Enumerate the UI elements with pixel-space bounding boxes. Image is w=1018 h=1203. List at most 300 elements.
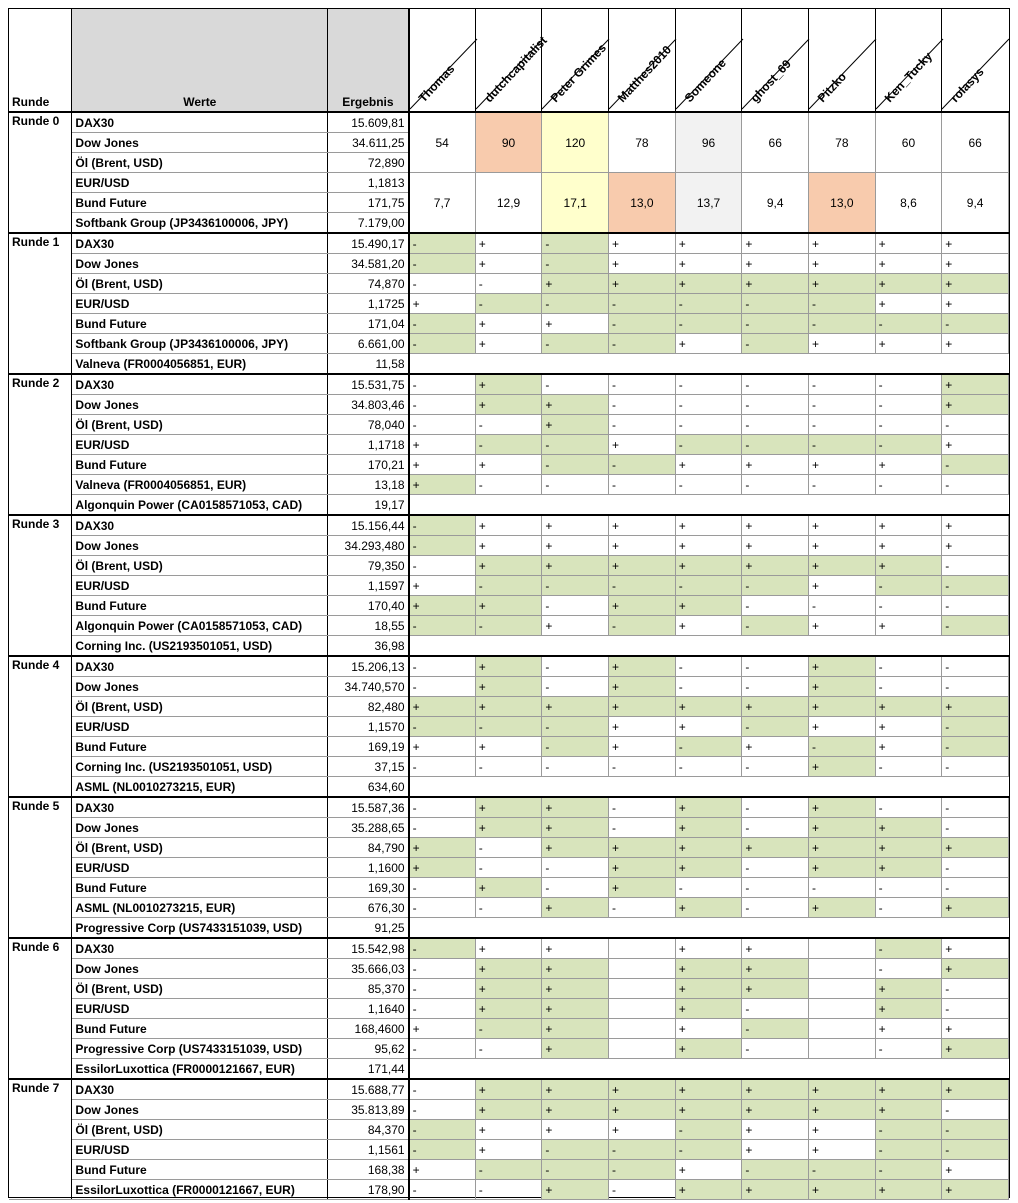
tip-cell: -: [675, 576, 742, 596]
tip-cell: -: [875, 395, 942, 415]
tip-cell: -: [809, 294, 876, 314]
tip-cell: +: [675, 254, 742, 274]
tip-cell: -: [475, 1160, 542, 1180]
tip-cell: +: [609, 737, 676, 757]
tip-cell: -: [742, 677, 809, 697]
tip-cell: +: [409, 838, 476, 858]
tip-cell: -: [942, 858, 1009, 878]
tip-cell: +: [875, 294, 942, 314]
tip-cell: -: [609, 374, 676, 395]
tip-cell: -: [742, 616, 809, 636]
player-score: 54: [409, 112, 476, 173]
werte-cell: Dow Jones: [72, 959, 328, 979]
player-name: Pitzko: [814, 69, 850, 105]
tip-cell: -: [742, 395, 809, 415]
table-row: [9, 777, 1009, 798]
tip-cell: +: [942, 334, 1009, 354]
werte-cell: Corning Inc. (US2193501051, USD): [72, 757, 328, 777]
tip-cell: -: [742, 757, 809, 777]
ergebnis-cell: 72,890: [328, 153, 409, 173]
werte-cell: Bund Future: [72, 193, 328, 213]
tip-cell: -: [542, 656, 609, 677]
player-score: 120: [542, 112, 609, 173]
ergebnis-cell: 11,58: [328, 354, 409, 375]
tip-cell: +: [742, 1079, 809, 1100]
ergebnis-cell: 171,44: [328, 1059, 409, 1080]
tip-cell: +: [675, 233, 742, 254]
tip-cell: -: [609, 898, 676, 918]
tip-cell: -: [542, 737, 609, 757]
table-row: [9, 959, 1009, 979]
tip-cell: -: [742, 475, 809, 495]
tip-cell: +: [542, 1039, 609, 1059]
tip-cell: -: [475, 1180, 542, 1200]
ergebnis-cell: 1,1561: [328, 1140, 409, 1160]
tip-cell: -: [942, 717, 1009, 737]
tip-cell: -: [542, 233, 609, 254]
werte-cell: Corning Inc. (US2193501051, USD): [72, 636, 328, 657]
table-row: [9, 656, 1009, 677]
tip-cell: +: [675, 1079, 742, 1100]
tip-cell: -: [475, 757, 542, 777]
table-row: [9, 395, 1009, 415]
tip-cell: +: [609, 878, 676, 898]
tip-cell: +: [942, 838, 1009, 858]
tip-cell: -: [475, 858, 542, 878]
werte-cell: EUR/USD: [72, 999, 328, 1019]
ergebnis-cell: 84,790: [328, 838, 409, 858]
tip-cell: +: [942, 1019, 1009, 1039]
tip-cell: +: [875, 616, 942, 636]
player-name: Thomas: [415, 61, 457, 105]
tip-cell: +: [875, 536, 942, 556]
werte-cell: Dow Jones: [72, 536, 328, 556]
tip-cell: -: [875, 1120, 942, 1140]
tip-cell: +: [742, 979, 809, 999]
table-row: [9, 455, 1009, 475]
tip-cell: +: [742, 1140, 809, 1160]
tip-cell: -: [875, 596, 942, 616]
tip-cell: +: [542, 1079, 609, 1100]
tip-cell: +: [742, 737, 809, 757]
ergebnis-cell: 676,30: [328, 898, 409, 918]
tip-cell: +: [942, 1160, 1009, 1180]
tip-cell: -: [409, 1100, 476, 1120]
tip-cell: -: [942, 757, 1009, 777]
tip-cell: +: [942, 233, 1009, 254]
tip-cell: -: [942, 677, 1009, 697]
round-label: Runde 1: [9, 233, 72, 374]
tip-cell: +: [742, 556, 809, 576]
tip-cell: +: [542, 616, 609, 636]
tip-cell: +: [809, 1100, 876, 1120]
table-row: [9, 1180, 1009, 1200]
tip-cell: -: [675, 677, 742, 697]
ergebnis-cell: 1,1570: [328, 717, 409, 737]
tip-cell: -: [609, 818, 676, 838]
tip-cell: -: [475, 475, 542, 495]
tip-cell: [809, 959, 876, 979]
tip-cell: +: [475, 797, 542, 818]
spreadsheet: [8, 8, 1010, 1198]
tip-cell: -: [542, 878, 609, 898]
tip-cell: -: [875, 797, 942, 818]
empty-cell: [409, 636, 1009, 657]
werte-cell: DAX30: [72, 515, 328, 536]
tip-cell: +: [875, 455, 942, 475]
tip-cell: +: [675, 979, 742, 999]
tip-cell: [609, 1019, 676, 1039]
tip-cell: -: [742, 999, 809, 1019]
tip-cell: -: [875, 576, 942, 596]
tip-cell: +: [409, 455, 476, 475]
tip-cell: +: [609, 677, 676, 697]
tip-cell: +: [675, 1180, 742, 1200]
ergebnis-cell: 7.179,00: [328, 213, 409, 234]
ergebnis-cell: 79,350: [328, 556, 409, 576]
table-row: [9, 314, 1009, 334]
tip-cell: +: [609, 656, 676, 677]
tip-cell: +: [409, 475, 476, 495]
tip-cell: +: [409, 737, 476, 757]
werte-cell: EUR/USD: [72, 294, 328, 314]
tip-cell: +: [809, 757, 876, 777]
player-name: Matthes2010: [614, 42, 675, 105]
empty-cell: [409, 1059, 1009, 1080]
ergebnis-cell: 82,480: [328, 697, 409, 717]
tip-cell: +: [809, 515, 876, 536]
tip-cell: +: [675, 697, 742, 717]
table-row: [9, 515, 1009, 536]
tip-cell: -: [475, 616, 542, 636]
tip-cell: +: [609, 858, 676, 878]
tip-cell: +: [809, 717, 876, 737]
tip-cell: -: [409, 818, 476, 838]
tip-cell: -: [875, 314, 942, 334]
table-row: [9, 697, 1009, 717]
tip-cell: +: [542, 1019, 609, 1039]
tip-cell: +: [675, 1160, 742, 1180]
ergebnis-cell: 35.813,89: [328, 1100, 409, 1120]
tip-cell: +: [609, 435, 676, 455]
tip-cell: +: [475, 515, 542, 536]
werte-cell: Öl (Brent, USD): [72, 838, 328, 858]
tip-cell: +: [675, 556, 742, 576]
tip-cell: -: [409, 515, 476, 536]
tip-cell: -: [875, 938, 942, 959]
table-row: [9, 233, 1009, 254]
ergebnis-cell: 74,870: [328, 274, 409, 294]
tip-cell: +: [475, 938, 542, 959]
tip-cell: +: [675, 999, 742, 1019]
werte-cell: Öl (Brent, USD): [72, 415, 328, 435]
tip-cell: -: [542, 677, 609, 697]
tip-cell: +: [609, 233, 676, 254]
tip-cell: +: [675, 274, 742, 294]
tip-cell: +: [409, 596, 476, 616]
tip-cell: +: [875, 999, 942, 1019]
ergebnis-cell: 171,75: [328, 193, 409, 213]
werte-cell: Dow Jones: [72, 818, 328, 838]
tip-cell: -: [475, 1039, 542, 1059]
table-row: [9, 838, 1009, 858]
tip-cell: +: [475, 656, 542, 677]
ergebnis-cell: 1,1597: [328, 576, 409, 596]
tip-cell: -: [609, 1180, 676, 1200]
tip-cell: +: [409, 697, 476, 717]
ergebnis-cell: 85,370: [328, 979, 409, 999]
tip-cell: -: [542, 596, 609, 616]
tip-cell: -: [675, 374, 742, 395]
tip-cell: +: [475, 737, 542, 757]
tip-cell: [809, 1019, 876, 1039]
tipp-table: [9, 9, 1009, 1200]
tip-cell: +: [809, 576, 876, 596]
werte-cell: Öl (Brent, USD): [72, 979, 328, 999]
tip-cell: +: [809, 797, 876, 818]
tip-cell: +: [942, 536, 1009, 556]
tip-cell: +: [475, 677, 542, 697]
ergebnis-cell: 170,40: [328, 596, 409, 616]
tip-cell: +: [675, 536, 742, 556]
tip-cell: +: [875, 858, 942, 878]
tip-cell: -: [742, 334, 809, 354]
tip-cell: -: [542, 455, 609, 475]
tip-cell: -: [742, 1039, 809, 1059]
tip-cell: +: [809, 274, 876, 294]
tip-cell: -: [942, 979, 1009, 999]
tip-cell: +: [875, 556, 942, 576]
tip-cell: +: [542, 979, 609, 999]
table-row: [9, 1140, 1009, 1160]
round-label: Runde 2: [9, 374, 72, 515]
tip-cell: +: [942, 938, 1009, 959]
player-average: 8,6: [875, 173, 942, 234]
ergebnis-cell: 34.581,20: [328, 254, 409, 274]
player-name: rolasys: [948, 64, 987, 105]
tip-cell: +: [542, 898, 609, 918]
table-row: [9, 1019, 1009, 1039]
tip-cell: +: [542, 515, 609, 536]
tip-cell: [609, 1039, 676, 1059]
tip-cell: +: [875, 818, 942, 838]
player-name: dutchcapitalist: [481, 33, 550, 106]
tip-cell: +: [475, 556, 542, 576]
tip-cell: +: [875, 979, 942, 999]
tip-cell: -: [742, 1160, 809, 1180]
tip-cell: -: [742, 797, 809, 818]
ergebnis-cell: 34.740,570: [328, 677, 409, 697]
ergebnis-cell: 15.688,77: [328, 1079, 409, 1100]
tip-cell: +: [809, 556, 876, 576]
tip-cell: +: [809, 1079, 876, 1100]
tip-cell: +: [809, 1120, 876, 1140]
tip-cell: +: [875, 737, 942, 757]
table-row: [9, 556, 1009, 576]
ergebnis-cell: 15.206,13: [328, 656, 409, 677]
tip-cell: +: [742, 1100, 809, 1120]
tip-cell: -: [409, 254, 476, 274]
werte-cell: Valneva (FR0004056851, EUR): [72, 354, 328, 375]
tip-cell: -: [875, 1160, 942, 1180]
tip-cell: -: [409, 979, 476, 999]
tip-cell: +: [675, 1039, 742, 1059]
tip-cell: +: [809, 455, 876, 475]
tip-cell: -: [942, 737, 1009, 757]
tip-cell: -: [809, 374, 876, 395]
ergebnis-cell: 1,1813: [328, 173, 409, 193]
table-row: [9, 918, 1009, 939]
tip-cell: -: [875, 898, 942, 918]
table-row: [9, 737, 1009, 757]
werte-cell: EssilorLuxottica (FR0000121667, EUR): [72, 1180, 328, 1200]
tip-cell: -: [409, 677, 476, 697]
tip-cell: +: [609, 596, 676, 616]
tip-cell: +: [475, 1100, 542, 1120]
werte-cell: Bund Future: [72, 1019, 328, 1039]
tip-cell: +: [542, 938, 609, 959]
tip-cell: -: [875, 959, 942, 979]
tip-cell: +: [475, 697, 542, 717]
tip-cell: +: [875, 838, 942, 858]
tip-cell: -: [675, 395, 742, 415]
tip-cell: +: [809, 233, 876, 254]
table-row: [9, 1059, 1009, 1080]
tip-cell: -: [942, 415, 1009, 435]
tip-cell: -: [875, 1140, 942, 1160]
tip-cell: -: [942, 999, 1009, 1019]
tip-cell: +: [809, 334, 876, 354]
tip-cell: -: [475, 717, 542, 737]
tip-cell: +: [742, 233, 809, 254]
table-row: [9, 475, 1009, 495]
ergebnis-cell: 84,370: [328, 1120, 409, 1140]
werte-cell: Bund Future: [72, 878, 328, 898]
tip-cell: +: [809, 898, 876, 918]
werte-cell: Öl (Brent, USD): [72, 556, 328, 576]
ergebnis-cell: 6.661,00: [328, 334, 409, 354]
tip-cell: -: [409, 938, 476, 959]
werte-cell: Dow Jones: [72, 677, 328, 697]
player-header: [409, 9, 476, 112]
werte-cell: Bund Future: [72, 737, 328, 757]
tip-cell: -: [742, 374, 809, 395]
ergebnis-cell: 1,1725: [328, 294, 409, 314]
werte-cell: Algonquin Power (CA0158571053, CAD): [72, 616, 328, 636]
tip-cell: -: [542, 475, 609, 495]
tip-cell: -: [409, 1079, 476, 1100]
table-row: [9, 1039, 1009, 1059]
werte-cell: EUR/USD: [72, 173, 328, 193]
ergebnis-cell: 15.542,98: [328, 938, 409, 959]
tip-cell: +: [675, 455, 742, 475]
werte-cell: Dow Jones: [72, 395, 328, 415]
ergebnis-cell: 1,1640: [328, 999, 409, 1019]
tip-cell: +: [542, 556, 609, 576]
tip-cell: -: [942, 797, 1009, 818]
tip-cell: -: [609, 415, 676, 435]
tip-cell: +: [475, 596, 542, 616]
werte-cell: EssilorLuxottica (FR0000121667, EUR): [72, 1059, 328, 1080]
tip-cell: -: [942, 596, 1009, 616]
tip-cell: -: [742, 1019, 809, 1039]
tip-cell: +: [942, 435, 1009, 455]
tip-cell: -: [742, 294, 809, 314]
tip-cell: +: [809, 536, 876, 556]
tip-cell: -: [409, 334, 476, 354]
werte-cell: DAX30: [72, 112, 328, 133]
tip-cell: -: [609, 797, 676, 818]
tip-cell: -: [742, 656, 809, 677]
tip-cell: -: [742, 576, 809, 596]
werte-cell: Softbank Group (JP3436100006, JPY): [72, 213, 328, 234]
tip-cell: [809, 1039, 876, 1059]
tip-cell: +: [475, 254, 542, 274]
tip-cell: +: [542, 999, 609, 1019]
tip-cell: +: [742, 1120, 809, 1140]
tip-cell: -: [809, 737, 876, 757]
tip-cell: +: [475, 314, 542, 334]
tip-cell: +: [475, 999, 542, 1019]
tip-cell: -: [742, 314, 809, 334]
tip-cell: +: [409, 294, 476, 314]
table-row: [9, 898, 1009, 918]
player-name: Peter Grimes: [548, 40, 610, 105]
tip-cell: -: [475, 898, 542, 918]
tip-cell: -: [809, 395, 876, 415]
tip-cell: -: [409, 1140, 476, 1160]
tip-cell: -: [675, 314, 742, 334]
ergebnis-cell: 15.156,44: [328, 515, 409, 536]
player-score: 66: [742, 112, 809, 173]
tip-cell: -: [409, 536, 476, 556]
tip-cell: +: [542, 1120, 609, 1140]
tip-cell: +: [809, 1140, 876, 1160]
tip-cell: +: [475, 455, 542, 475]
table-row: [9, 757, 1009, 777]
ergebnis-cell: 34.293,480: [328, 536, 409, 556]
tip-cell: +: [742, 515, 809, 536]
ergebnis-cell: 171,04: [328, 314, 409, 334]
table-row: [9, 979, 1009, 999]
tip-cell: +: [675, 717, 742, 737]
tip-cell: -: [675, 435, 742, 455]
tip-cell: +: [942, 254, 1009, 274]
werte-cell: Dow Jones: [72, 133, 328, 153]
tip-cell: +: [475, 818, 542, 838]
tip-cell: -: [409, 999, 476, 1019]
table-row: [9, 334, 1009, 354]
tip-cell: -: [942, 818, 1009, 838]
tip-cell: -: [542, 757, 609, 777]
table-row: [9, 274, 1009, 294]
tip-cell: -: [475, 435, 542, 455]
ergebnis-cell: 91,25: [328, 918, 409, 939]
tip-cell: -: [475, 1019, 542, 1039]
tip-cell: +: [675, 616, 742, 636]
tip-cell: -: [409, 797, 476, 818]
tip-cell: +: [475, 878, 542, 898]
player-score: 78: [809, 112, 876, 173]
player-average: 9,4: [942, 173, 1009, 234]
ergebnis-cell: 13,18: [328, 475, 409, 495]
tip-cell: +: [809, 838, 876, 858]
tip-cell: -: [475, 294, 542, 314]
tip-cell: -: [542, 294, 609, 314]
tip-cell: +: [542, 274, 609, 294]
tip-cell: -: [409, 233, 476, 254]
round-label: Runde 4: [9, 656, 72, 797]
